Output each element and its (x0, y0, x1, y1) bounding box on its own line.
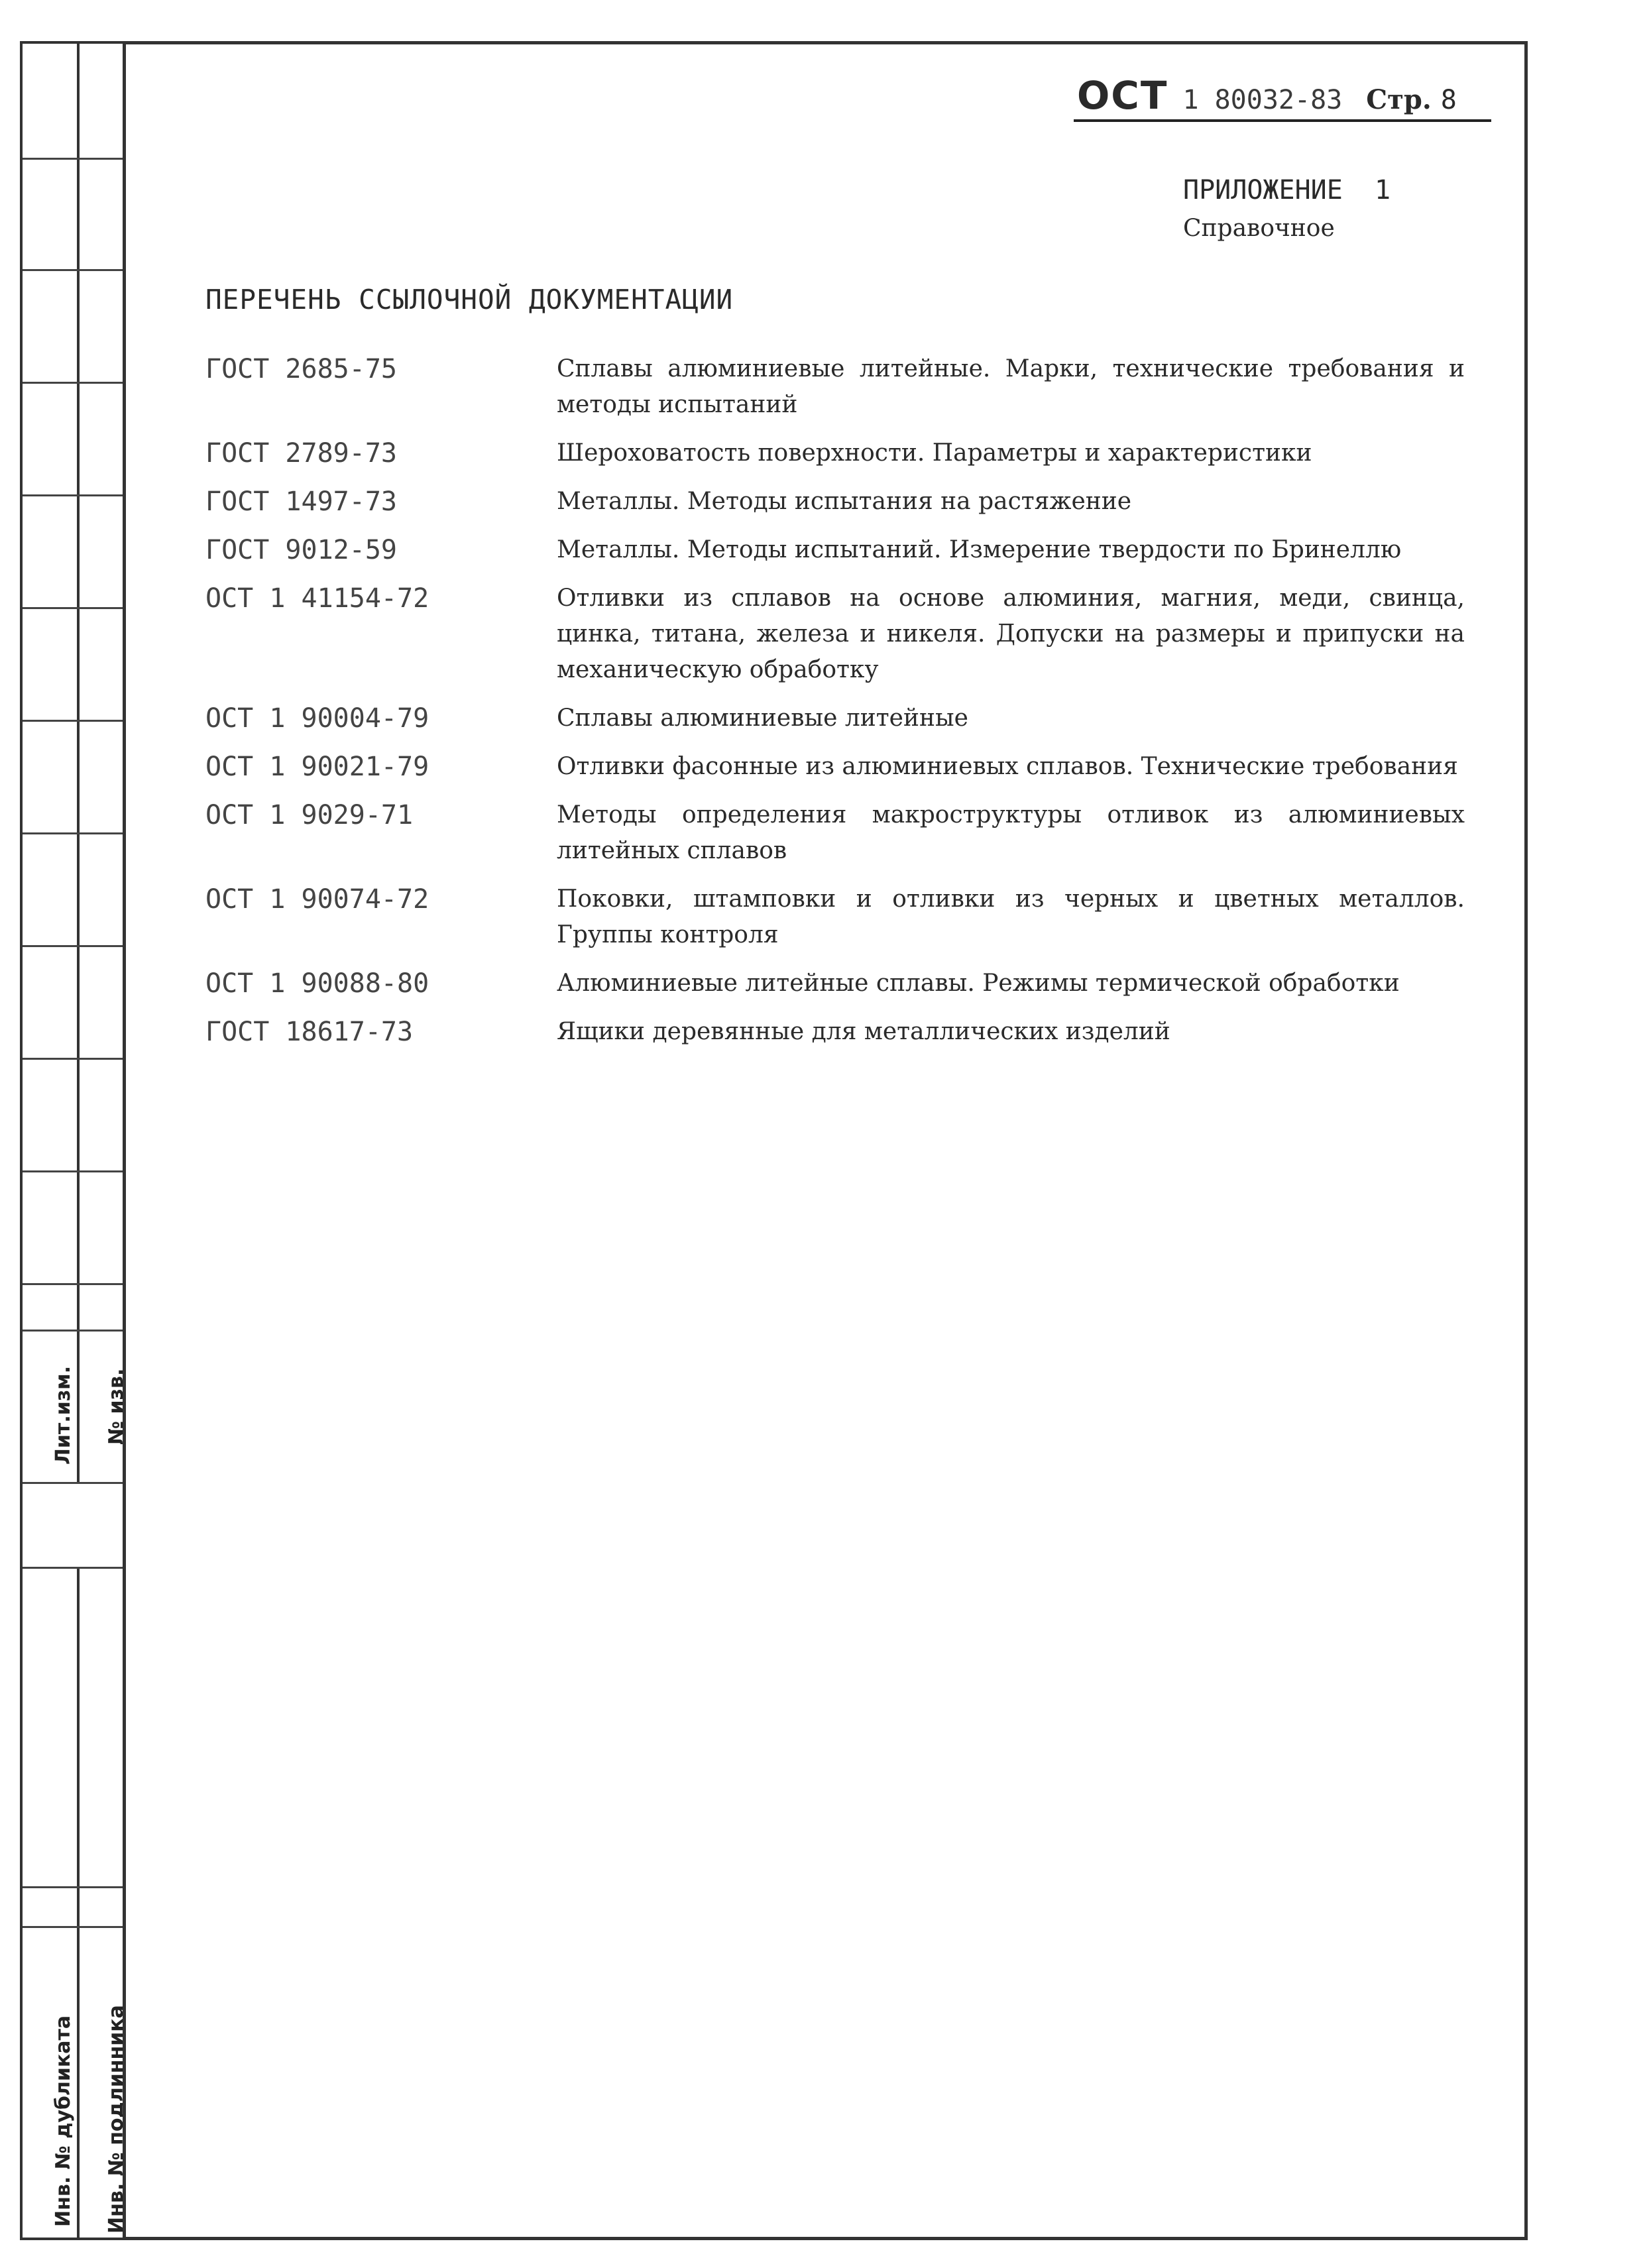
list-title: ПЕРЕЧЕНЬ ССЫЛОЧНОЙ ДОКУМЕНТАЦИИ (205, 284, 734, 315)
side-strip-divider-lower (77, 1567, 80, 2240)
reference-code: ГОСТ 2789-73 (205, 438, 397, 469)
inv-podlinnika-label: Инв. № подлинника (105, 2005, 128, 2234)
reference-title: Поковки, штамповки и отливки из черных и цветных металлов. Группы контроля (557, 885, 1465, 948)
side-strip-line (23, 832, 123, 834)
reference-code: ОСТ 1 90074-72 (205, 884, 429, 915)
reference-list (205, 351, 1465, 1062)
reference-code: ОСТ 1 90088-80 (205, 968, 429, 999)
reference-code: ОСТ 1 41154-72 (205, 583, 429, 614)
side-strip-line (23, 945, 123, 947)
header-underline (1074, 119, 1491, 122)
side-strip-line (23, 269, 123, 271)
page-number: 8 (1440, 85, 1457, 115)
reference-code: ОСТ 1 90021-79 (205, 752, 429, 782)
side-strip-line (23, 1170, 123, 1172)
reference-row (205, 749, 1465, 785)
lit-izm-label: Лит.изм. (52, 1365, 75, 1465)
page-label: Стр. (1366, 84, 1432, 115)
reference-code: ГОСТ 2685-75 (205, 354, 397, 384)
no-izv-label: № изв. (105, 1368, 128, 1445)
side-strip-line (23, 720, 123, 722)
reference-title: Металлы. Методы испытания на растяжение (557, 488, 1132, 515)
document-number: 1 80032-83 (1182, 85, 1343, 115)
reference-title: Металлы. Методы испытаний. Измерение твердости по Бринеллю (557, 536, 1402, 563)
reference-row (205, 797, 1465, 869)
reference-row (205, 966, 1465, 1001)
reference-row (205, 701, 1465, 736)
reference-title: Алюминиевые литейные сплавы. Режимы термической обработки (557, 970, 1400, 997)
inv-dublikata-label: Инв. № дубликата (52, 2015, 75, 2227)
side-strip-divider (77, 44, 80, 1482)
reference-row (205, 532, 1465, 568)
reference-title: Шероховатость поверхности. Параметры и характеристики (557, 439, 1312, 467)
side-strip-line (23, 382, 123, 384)
reference-title: Сплавы алюминиевые литейные. Марки, технические требования и методы испытаний (557, 355, 1465, 418)
side-strip-line (23, 158, 123, 160)
document-header (1077, 73, 1457, 118)
side-strip-line (23, 1330, 123, 1332)
side-strip-line (23, 494, 123, 496)
reference-code: ГОСТ 9012-59 (205, 535, 397, 565)
reference-row (205, 1014, 1465, 1050)
reference-title: Ящики деревянные для металлических изделий (557, 1018, 1170, 1045)
appendix-block (1183, 171, 1391, 248)
reference-code: ГОСТ 18617-73 (205, 1017, 414, 1047)
reference-row (205, 351, 1465, 423)
reference-row (205, 484, 1465, 520)
reference-title: Отливки из сплавов на основе алюминия, магния, меди, свинца, цинка, титана, железа и никеля. Допуски на размеры и припуски на механическую обработку (557, 585, 1465, 683)
reference-code: ОСТ 1 90004-79 (205, 703, 429, 734)
reference-row (205, 881, 1465, 953)
side-strip-line (23, 1886, 123, 1888)
reference-row (205, 581, 1465, 688)
appendix-title: ПРИЛОЖЕНИЕ 1 (1183, 175, 1391, 205)
side-strip-line (23, 1482, 123, 1484)
side-strip-line (23, 1058, 123, 1060)
reference-title: Сплавы алюминиевые литейные (557, 705, 968, 732)
reference-code: ГОСТ 1497-73 (205, 486, 397, 517)
appendix-type: Справочное (1183, 215, 1335, 242)
side-strip-line (23, 1567, 123, 1569)
side-strip-line (23, 607, 123, 609)
side-strip-line (23, 1926, 123, 1928)
reference-row (205, 435, 1465, 471)
reference-title: Методы определения макроструктуры отливок из алюминиевых литейных сплавов (557, 801, 1465, 864)
side-stamp-strip (20, 41, 123, 2240)
ost-mark: ОСТ (1077, 73, 1168, 118)
side-strip-line (23, 1283, 123, 1285)
reference-title: Отливки фасонные из алюминиевых сплавов. Технические требования (557, 753, 1458, 780)
reference-code: ОСТ 1 9029-71 (205, 800, 414, 830)
